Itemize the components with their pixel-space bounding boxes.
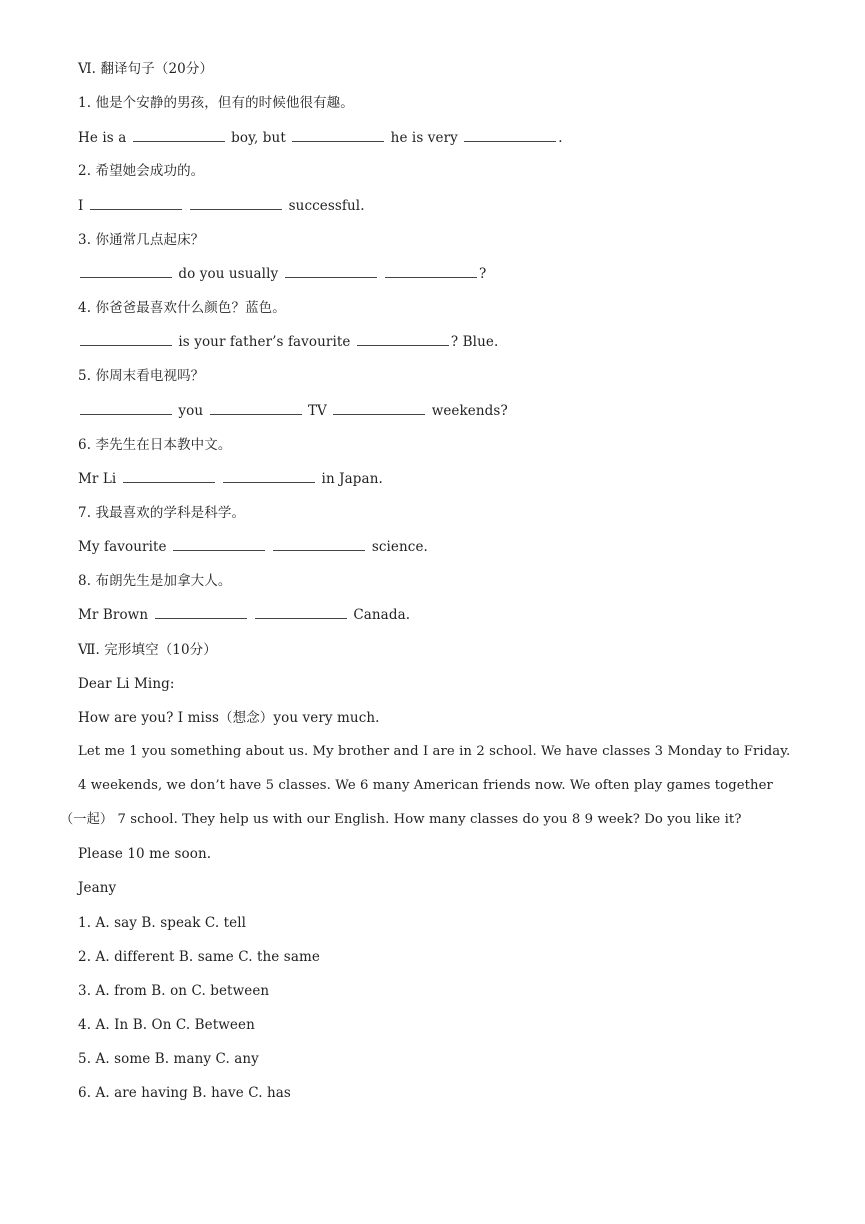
question-3-english — [78, 264, 486, 284]
answer-blank[interactable] — [80, 265, 172, 278]
text-segment — [379, 266, 383, 282]
text-segment: . — [558, 130, 563, 146]
question-1-chinese: 1. 他是个安静的男孩，但有的时候他很有趣。 — [78, 95, 354, 111]
question-6-english — [78, 469, 383, 489]
text-segment: He is a — [78, 130, 131, 146]
answer-blank[interactable] — [292, 129, 384, 142]
question-5-chinese: 5. 你周末看电视吗？ — [78, 368, 205, 384]
answer-blank[interactable] — [285, 265, 377, 278]
answer-blank[interactable] — [357, 333, 449, 346]
text-segment: I — [78, 198, 88, 214]
text-segment: TV — [303, 403, 332, 419]
question-8-english — [78, 605, 410, 625]
cloze-option-4: 4. A. In B. On C. Between — [78, 1017, 255, 1033]
answer-blank[interactable] — [173, 538, 265, 551]
answer-blank[interactable] — [80, 333, 172, 346]
text-segment: you — [174, 403, 208, 419]
letter-signature: Jeany — [78, 880, 117, 896]
letter-paragraph-1: How are you? I miss（想念）you very much. — [78, 710, 380, 726]
cloze-option-1: 1. A. say B. speak C. tell — [78, 915, 247, 931]
text-segment: My favourite — [78, 539, 172, 555]
question-3-chinese: 3. 你通常几点起床？ — [78, 232, 205, 248]
text-segment: in Japan. — [317, 471, 383, 487]
cloze-option-2: 2. A. different B. same C. the same — [78, 949, 320, 965]
answer-blank[interactable] — [80, 402, 172, 415]
question-1-english — [78, 128, 563, 148]
text-segment: science. — [367, 539, 428, 555]
answer-blank[interactable] — [155, 606, 247, 619]
answer-blank[interactable] — [123, 470, 215, 483]
answer-blank[interactable] — [385, 265, 477, 278]
text-segment: boy, but — [226, 130, 291, 146]
question-2-chinese: 2. 希望她会成功的。 — [78, 163, 205, 179]
question-2-english — [78, 196, 365, 216]
text-segment: weekends? — [427, 403, 508, 419]
answer-blank[interactable] — [255, 606, 347, 619]
answer-blank[interactable] — [273, 538, 365, 551]
cloze-option-5: 5. A. some B. many C. any — [78, 1051, 259, 1067]
letter-paragraph-3: Please 10 me soon. — [78, 846, 212, 862]
section-heading-cloze: Ⅶ. 完形填空（10分） — [78, 642, 217, 658]
question-4-chinese: 4. 你爸爸最喜欢什么颜色？蓝色。 — [78, 300, 286, 316]
text-segment — [217, 471, 221, 487]
text-segment — [249, 607, 253, 623]
answer-blank[interactable] — [90, 197, 182, 210]
answer-blank[interactable] — [333, 402, 425, 415]
text-segment: he is very — [386, 130, 463, 146]
text-segment — [184, 198, 188, 214]
answer-blank[interactable] — [464, 129, 556, 142]
question-4-english — [78, 332, 498, 352]
answer-blank[interactable] — [210, 402, 302, 415]
text-segment: ? Blue. — [450, 334, 499, 350]
question-5-english — [78, 401, 508, 421]
answer-blank[interactable] — [223, 470, 315, 483]
question-6-chinese: 6. 李先生在日本教中文。 — [78, 437, 232, 453]
cloze-option-3: 3. A. from B. on C. between — [78, 983, 270, 999]
letter-paragraph-2-line-2: 4 weekends, we don’t have 5 classes. We 6 many American friends now. We often play games together — [78, 778, 773, 793]
text-segment: Mr Brown — [78, 607, 153, 623]
answer-blank[interactable] — [190, 197, 282, 210]
cloze-option-6: 6. A. are having B. have C. has — [78, 1085, 291, 1101]
letter-paragraph-2-line-1: Let me 1 you something about us. My brother and I are in 2 school. We have classes 3 Monday to Friday. — [78, 744, 791, 759]
text-segment: do you usually — [174, 266, 283, 282]
text-segment: is your father’s favourite — [174, 334, 355, 350]
text-segment: successful. — [284, 198, 365, 214]
question-7-english — [78, 537, 428, 557]
text-segment: Canada. — [348, 607, 411, 623]
text-segment: ? — [479, 266, 487, 282]
question-8-chinese: 8. 布朗先生是加拿大人。 — [78, 573, 232, 589]
text-segment — [267, 539, 271, 555]
letter-paragraph-2-line-3: （一起） 7 school. They help us with our English. How many classes do you 8 9 week? Do you like it? — [60, 812, 742, 827]
section-heading-translate: Ⅵ. 翻译句子（20分） — [78, 61, 214, 77]
question-7-chinese: 7. 我最喜欢的学科是科学。 — [78, 505, 246, 521]
letter-salutation: Dear Li Ming: — [78, 676, 175, 692]
answer-blank[interactable] — [133, 129, 225, 142]
text-segment: Mr Li — [78, 471, 121, 487]
